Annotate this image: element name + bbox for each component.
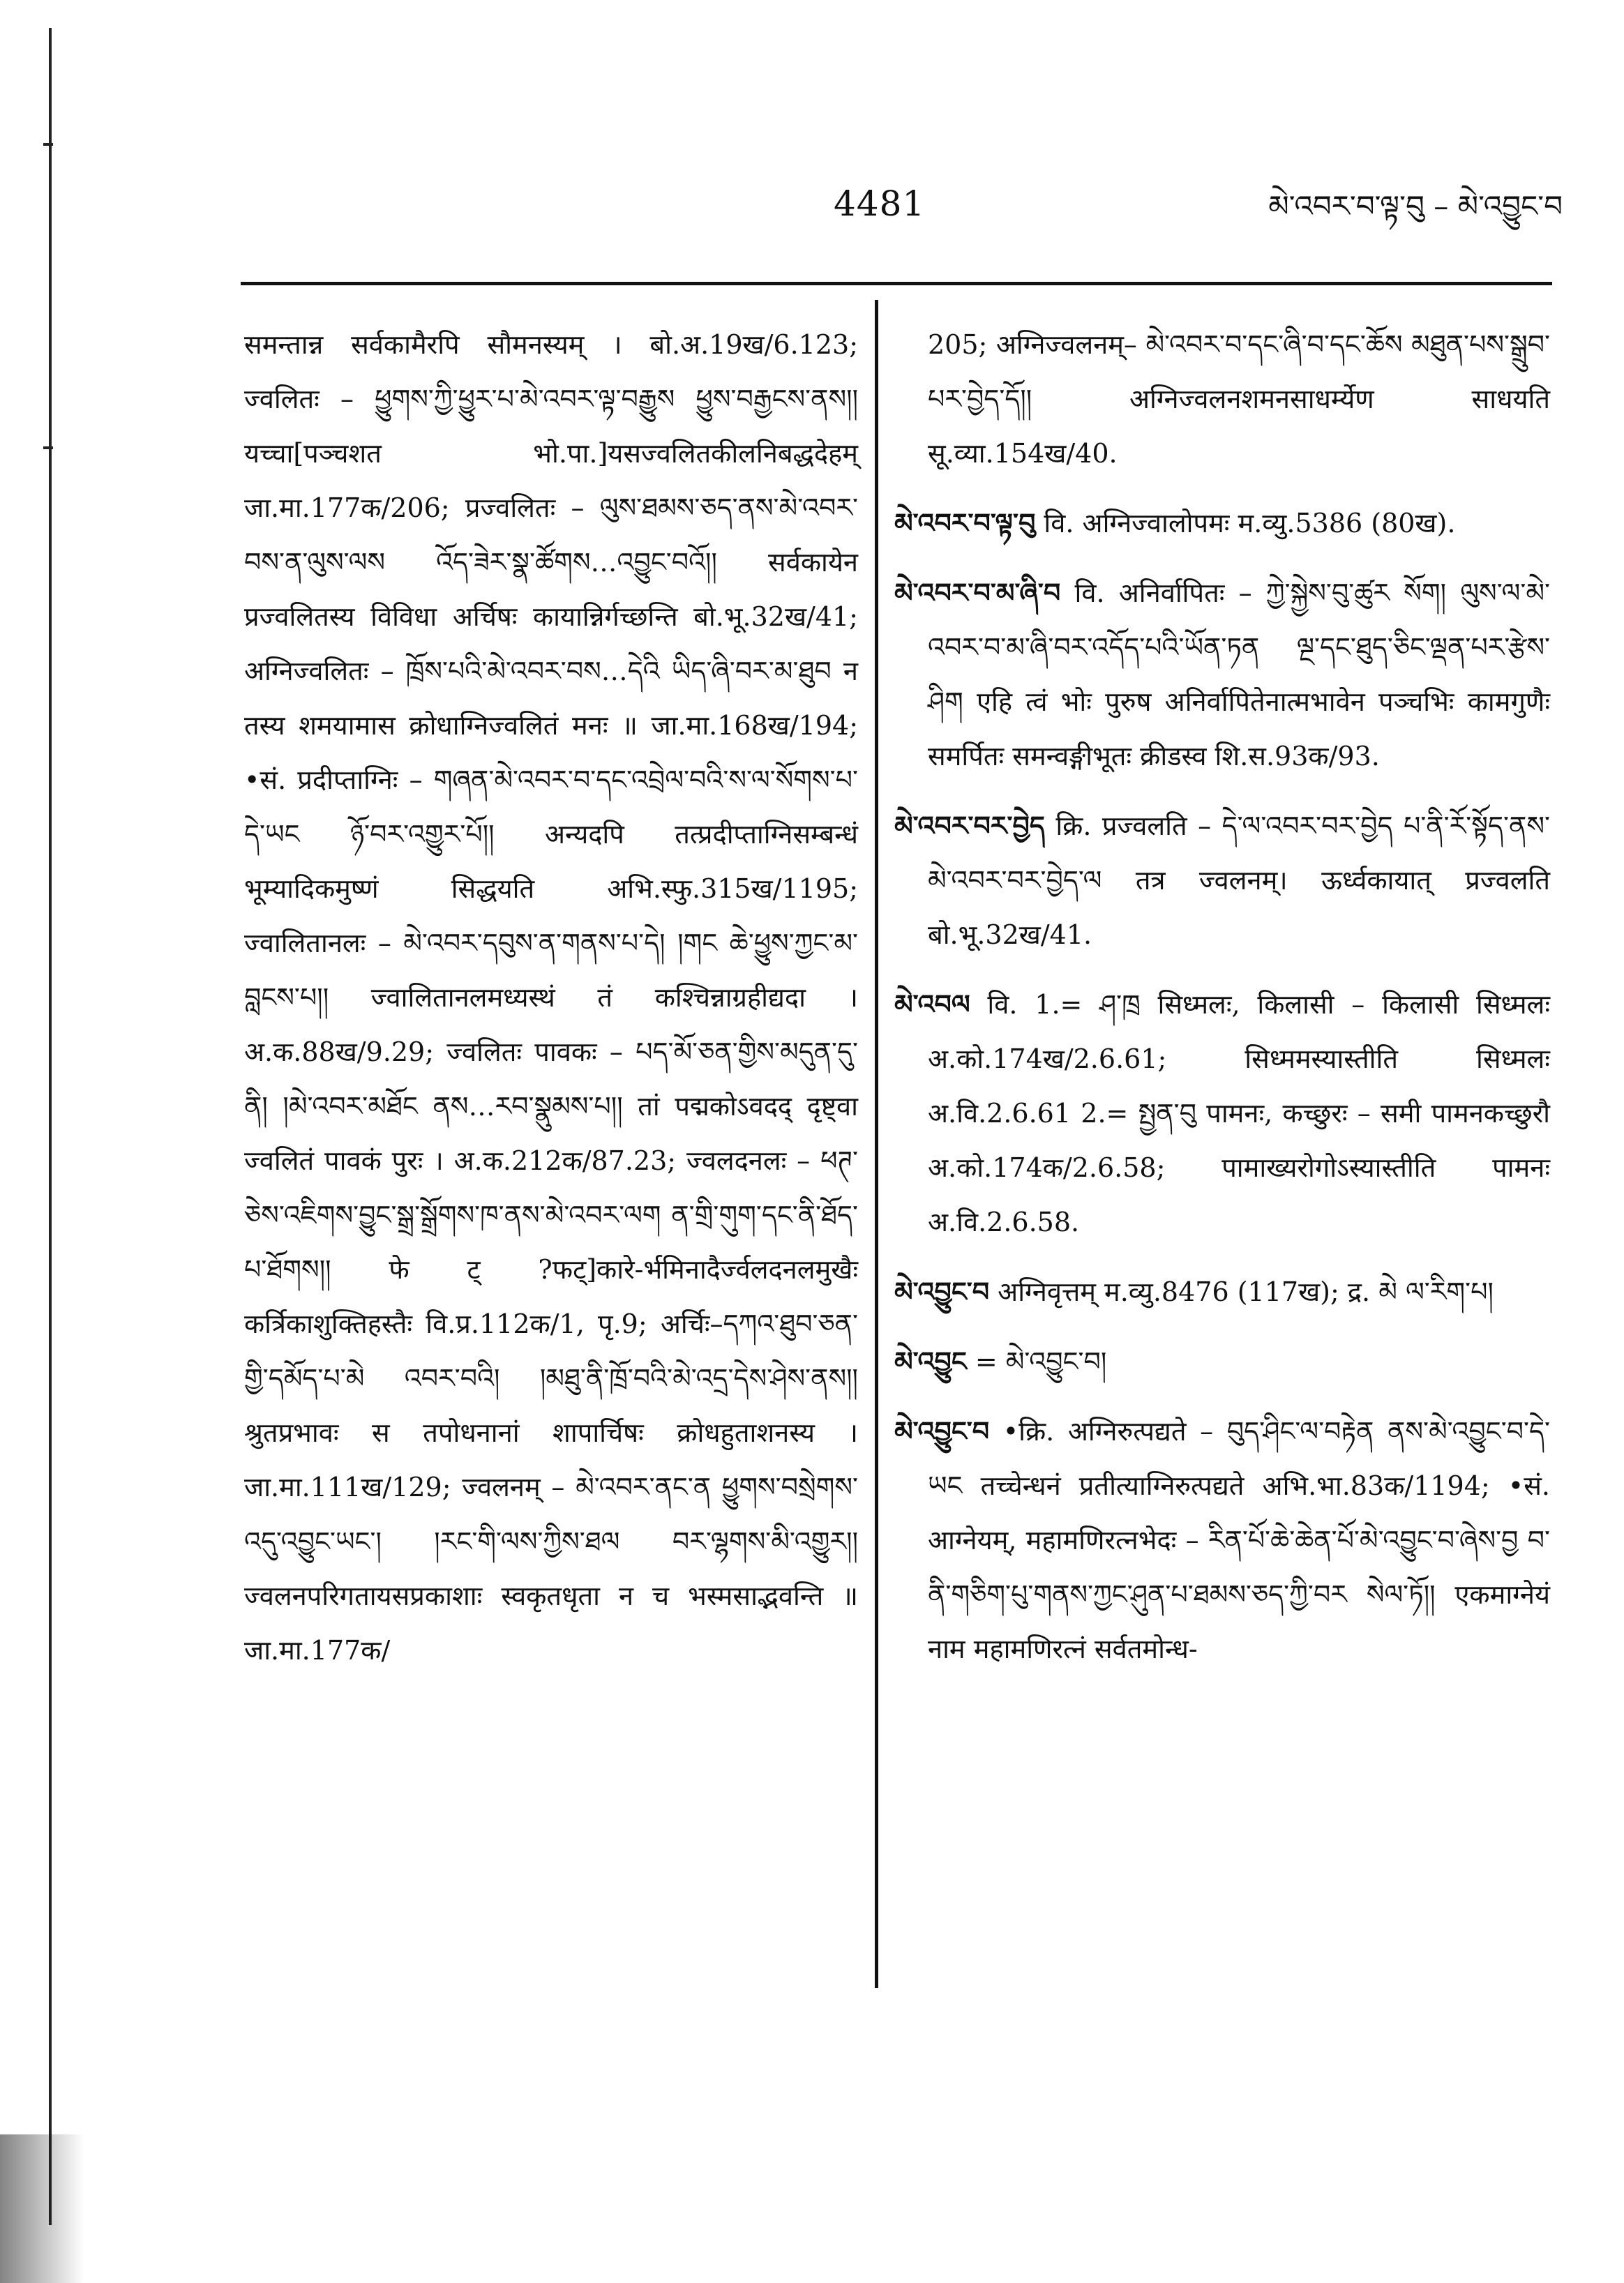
dictionary-entry	[894, 1265, 1550, 1319]
entry-headword: མེ་འབྱུང་བ	[894, 1415, 990, 1447]
entry-headword: མེ་འབྱུང་བ	[894, 1276, 990, 1307]
column-divider	[875, 300, 878, 1988]
scan-margin-line	[49, 28, 52, 2225]
dictionary-entry	[894, 566, 1550, 783]
entry-body: क्रि. प्रज्वलति – དེ་ལ་འབར་བར་བྱེད པ་ནི་རོ་སྟོད་ནས་མེ་འབར་བར་བྱེད་ལ तत्र ज्वलनम्। ऊर्ध्वकायात् प्रज्वलति बो.भू.32ख/41.	[928, 811, 1550, 950]
entry-body: वि. 1.= ཤ་ཁྲ सिध्मलः, किलासी – किलासी सिध्मलः अ.को.174ख/2.6.61; सिध्ममस्यास्तीति सिध्मलः अ.वि.2.6.61 2.= སྤྱན་བུ पामनः, कच्छुरः – समी पामनकच्छुरौ अ.को.174क/2.6.58; पामाख्यरोगोऽस्यास्तीति पामनः अ.वि.2.6.58.	[928, 989, 1550, 1237]
left-column-text: समन्तान्न सर्वकामैरपि सौमनस्यम् । बो.अ.19ख/6.123; ज्वलितः – ཕྱུགས་ཀྱི་ཕྱུར་པ་མེ་འབར་ལྟ་བརྒྱུས ཕྱུས་བརྒྱངས་ནས།། यच्चा[पञ्चशत भो.पा.]यसज्वलितकीलनिबद्धदेहम् जा.मा.177क/206; प्रज्वलितः – ལུས་ཐམས་ཅད་ནས་མེ་འབར་བས་ན་ལུས་ལས འོད་ཟེར་སྣ་ཚོགས…འབྱུང་བའོ།། सर्वकायेन प्रज्वलितस्य विविधा अर्चिषः कायान्निर्गच्छन्ति बो.भू.32ख/41; अग्निज्वलितः – ཁྲོས་པའི་མེ་འབར་བས…དེའི ཡིད་ཞི་བར་མ་ཐུབ न तस्य शमयामास क्रोधाग्निज्वलितं मनः ॥ जा.मा.168ख/194; •सं. प्रदीप्ताग्निः – གཞན་མེ་འབར་བ་དང་འབྲེལ་བའི་ས་ལ་སོགས་པ་དེ་ཡང ཉོ་བར་འགྱུར་པོ།། अन्यदपि तत्प्रदीप्ताग्निसम्बन्धं भूम्यादिकमुष्णं सिद्धयति अभि.स्फु.315ख/1195; ज्वालितानलः – མེ་འབར་དབུས་ན་གནས་པ་དེ། །གང ཆེ་ཕྱུས་ཀྱང་མ་བླངས་པ།། ज्वालितानलमध्यस्थं तं कश्चिन्नाग्रहीद्यदा । अ.क.88ख/9.29; ज्वलितः पावकः – པད་མོ་ཅན་གྱིས་མདུན་དུ་ནི། །མེ་འབར་མཐོང ནས…རབ་སྣུམས་པ།། तां पद्मकोऽवदद् दृष्ट्वा ज्वलितं पावकं पुरः । अ.क.212क/87.23; ज्वलदनलः – ཕཊ་ཅེས་འཇིགས་བྱུང་སྒྲ་སྒྲོགས་ཁ་ནས་མེ་འབར་ལག ན་གྲི་གུག་དང་ནི་ཐོད་པ་ཐོགས།། फे ट् ?फट्]कारे-र्भमिनादैर्ज्वलदनलमुखैः कर्त्रिकाशुक्तिहस्तैः वि.प्र.112क/1, पृ.9; अर्चिः–དཀའ་ཐུབ་ཅན་གྱི་དམོད་པ་མེ འབར་བའི། །མཐུ་ནི་ཁྲོ་བའི་མེ་འདྲ་དེས་ཤེས་ནས།། श्रुतप्रभावः स तपोधनानां शापार्चिषः क्रोधहुताशनस्य । जा.मा.111ख/129; ज्वलनम् – མེ་འབར་ནང་ན ཕྱུགས་བསྲེགས་འདུ་འབྱུང་ཡང་། །རང་གི་ལས་ཀྱིས་ཐལ བར་ལྷགས་མི་འགྱུར།། ज्वलनपरिगतायसप्रकाशाः स्वकृतधृता न च भस्मसाद्भवन्ति ॥ जा.मा.177क/	[244, 329, 858, 1666]
dictionary-entry	[894, 1334, 1550, 1389]
dictionary-entry	[894, 977, 1550, 1249]
dictionary-entry	[894, 1404, 1550, 1676]
entry-headword: མེ་འབར་བར་བྱེད	[894, 810, 1045, 841]
right-column	[894, 317, 1550, 1691]
page-number: 4481	[834, 183, 926, 224]
entry-headword: མེ་འབལ	[894, 988, 970, 1020]
scan-margin-smudge	[0, 2134, 84, 2283]
entry-body: •क्रि. अग्निरुत्पद्यते – བུད་ཤིང་ལ་བརྟེན ནས་མེ་འབྱུང་བ་དེ་ཡང तच्चेन्धनं प्रतीत्याग्निरुत्पद्यते अभि.भा.83क/1194; •सं. आग्नेयम्, महामणिरत्नभेदः – རིན་པོ་ཆེ་ཆེན་པོ་མེ་འབྱུང་བ་ཞེས་བྱ བ་ནི་གཅིག་པུ་གནས་ཀྱང་ཤུན་པ་ཐམས་ཅད་ཀྱི་བར སེལ་ཏོ།། एकमाग्नेयं नाम महामणिरत्नं सर्वतमोन्ध-	[928, 1416, 1550, 1664]
entry-body: = མེ་འབྱུང་བ།	[966, 1346, 1107, 1377]
dictionary-entry	[894, 496, 1550, 550]
entry-headword: མེ་འབར་བ་མ་ཞི་བ	[894, 577, 1061, 608]
scan-margin-tick	[43, 446, 53, 449]
continuation-paragraph: 205; अग्निज्वलनम्– མེ་འབར་བ་དང་ཞི་བ་དང་ཆོས མཐུན་པས་སྒྲུབ་པར་བྱེད་དོ།། अग्निज्वलनशमनसाधर्म्येण साधयति सू.व्या.154ख/40.	[928, 329, 1550, 469]
dictionary-entry	[894, 799, 1550, 962]
entry-body: वि. अनिर्वापितः – ཀྱེ་སྐྱེས་བུ་ཚུར སོག། ལུས་ལ་མེ་འབར་བ་མ་ཞི་བར་འདོད་པའི་ཡོན་ཏན ལྔ་དང་ཐུད་ཅིང་ལྡན་པར་རྩེས་ཤིག एहि त्वं भोः पुरुष अनिर्वापितेनात्मभावेन पञ्चभिः कामगुणैः समर्पितः समन्वङ्गीभूतः क्रीडस्व शि.स.93क/93.	[928, 578, 1550, 771]
left-column	[244, 317, 858, 1678]
entry-headword: མེ་འབྱུང	[894, 1346, 967, 1377]
entry-body: वि. अग्निज्वालोपमः म.व्यु.5386 (80ख).	[1035, 508, 1456, 538]
header-rule	[241, 282, 1552, 285]
entry-headword: མེ་འབར་བ་ལྟ་བུ	[894, 507, 1036, 538]
scan-margin-tick	[43, 143, 53, 146]
entry-body: अग्निवृत्तम् म.व्यु.8476 (117ख); द्र. མེ ལ་རིག་པ།	[989, 1276, 1494, 1307]
running-head: མེ་འབར་བ་ལྟ་བུ – མེ་འབྱུང་བ	[1268, 189, 1563, 223]
